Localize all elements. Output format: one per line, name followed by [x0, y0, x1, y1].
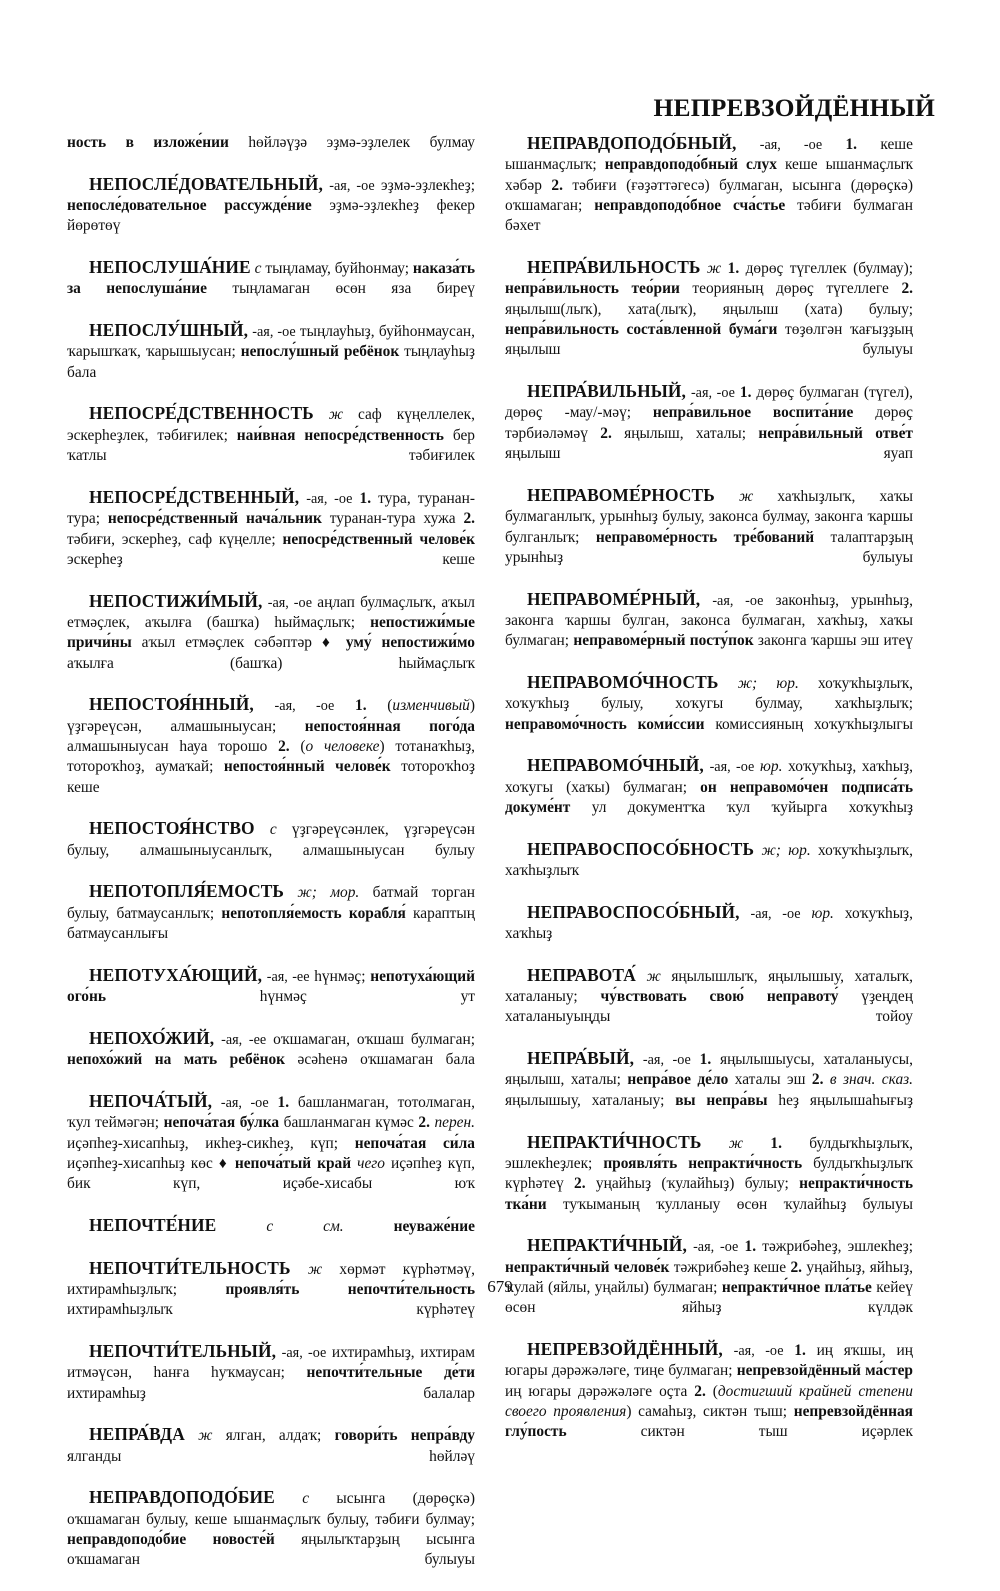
running-head: НЕПРЕВЗОЙДЁННЫЙ — [653, 93, 935, 122]
dictionary-entry: НЕПОСЛЕ́ДОВАТЕЛЬНЫЙ, -ая, -ое эҙмә-эҙлекһеҙ; непосле́довательное рассужде́ние эҙмә-эҙлекһеҙ фекер йөрөтөү — [67, 173, 475, 235]
dictionary-entry: НЕПРАВОСПОСО́БНЫЙ, -ая, -ое юр. хоҡуҡһыҙ, хаҡһыҙ — [505, 901, 913, 943]
dictionary-entry: НЕПОСТИЖИ́МЫЙ, -ая, -ое аңлап булмаҫлыҡ, аҡыл етмәҫлек, аҡылға (башҡа) һыймаҫлыҡ; непостижи́мые причи́ны аҡыл етмәҫлек сәбәптәр ♦ уму́ непостижи́мо аҡылға (башҡа) һыймаҫлыҡ — [67, 590, 475, 672]
dictionary-entry: НЕПРАВОМО́ЧНЫЙ, -ая, -ое юр. хоҡуҡһыҙ, хаҡһыҙ, хоҡугы (хаҡы) булмаган; он неправомо́чен подписа́ть докуме́нт ул документҡа ҡул ҡуйырга хоҡуҡһыҙ — [505, 755, 913, 816]
dictionary-entry: НЕПОТУХА́ЮЩИЙ, -ая, -ее һүнмәҫ; непотуха́ющий ого́нь һүнмәҫ ут — [67, 964, 475, 1006]
dictionary-entry: ность в изложе́нии һөйләүҙә эҙмә-эҙлелек булмау — [67, 134, 475, 151]
dictionary-entry: НЕПОЧА́ТЫЙ, -ая, -ое 1. башланмаган, тотолмаган, ҡул теймәгән; непоча́тая бу́лка башланмаган күмәс 2. перен. иҫәпһеҙ-хисапһыҙ, икһеҙ-сикһеҙ, күп; непоча́тая си́ла иҫәпһеҙ-хисапһыҙ көс ♦ непоча́тый край чего иҫәпһеҙ күп, бик күп, иҫәбе-хисабы юҡ — [67, 1090, 475, 1193]
dictionary-entry: НЕПРАВДОПОДО́БИЕ с ысынга (дөрөҫкә) оҡшамаган булыу, кеше ышанмаҫлыҡ булыу, тәбиғи булмау; неправдоподо́бие новосте́й яңылыҡтарҙың ысынга оҡшамаган булыуы — [67, 1487, 475, 1569]
dictionary-entry: НЕПОСЛУ́ШНЫЙ, -ая, -ое тыңлауһыҙ, буйһонмаусан, ҡарышҡаҡ, ҡарышыусан; непослу́шный ребёнок тыңлауһыҙ бала — [67, 320, 475, 381]
dictionary-entry: НЕПРА́ВЫЙ, -ая, -ое 1. яңылышыусы, хаталаныусы, яңылыш, хаталы; непра́вое де́ло хаталы эш 2. в знач. сказ. яңылышыу, хаталаныу; вы непра́вы һеҙ яңылышаһығыҙ — [505, 1048, 913, 1109]
dictionary-entry: НЕПОСТОЯ́НСТВО с үҙгәреүсәнлек, үҙгәреүсән булыу, алмашыныусанлыҡ, алмашыныусан булыу — [67, 818, 475, 859]
dictionary-entry: НЕПРА́ВДА ж ялган, алдаҡ; говори́ть непра́вду ялганды һөйләү — [67, 1424, 475, 1465]
dictionary-entry: НЕПОЧТИ́ТЕЛЬНОСТЬ ж хөрмәт күрһәтмәү, ихтирамһыҙлыҡ; проявля́ть непочти́тельность ихтирамһыҙлыҡ күрһәтеү — [67, 1257, 476, 1319]
dictionary-entry: НЕПОХО́ЖИЙ, -ая, -ее оҡшамаган, оҡшаш булмаган; непохо́жий на мать ребёнок әсәһенә оҡшамаган бала — [67, 1027, 475, 1069]
page-number: 679 — [487, 1277, 513, 1296]
dictionary-entry: НЕПОСРЕ́ДСТВЕННОСТЬ ж саф күңеллелек, эскерһеҙлек, тәбиғилек; наи́вная непосре́дственность бер ҡатлы тәбиғилек — [67, 403, 475, 465]
dictionary-entry: НЕПРАВДОПОДО́БНЫЙ, -ая, -ое 1. кеше ышанмаҫлыҡ; неправдоподо́бный слух кеше ышанмаҫлыҡ хәбәр 2. тәбиғи (ғәҙәттәгесә) булмаган, ысынга (дөрөҫкә) оҡшамаган; неправдоподо́бное сча́стье тәбиғи булмаган бәхет — [505, 133, 913, 235]
dictionary-entry: НЕПРАВОМО́ЧНОСТЬ ж; юр. хоҡуҡһыҙлыҡ, хоҡуҡһыҙ булыу, хоҡугы булмау, хаҡһыҙлыҡ; неправомо́чность коми́ссии комиссияның хоҡуҡһыҙлыгы — [505, 671, 913, 733]
dictionary-entry: НЕПОТОПЛЯ́ЕМОСТЬ ж; мор. батмай торган булыу, батмаусанлыҡ; непотопля́емость корабля́ караптың батмаусанлығы — [67, 881, 475, 943]
dictionary-entry: НЕПОСЛУША́НИЕ с тыңламау, буйһонмау; наказа́ть за непослуша́ние тыңламаган өсөн яза биреү — [67, 257, 475, 298]
dictionary-entry: НЕПРА́ВИЛЬНЫЙ, -ая, -ое 1. дөрөҫ булмаган (түгел), дөрөҫ -мау/-мәү; непра́вильное воспита́ние дөрөҫ тәрбиәләмәү 2. яңылыш, хаталы; непра́вильный отве́т яңылыш яуап — [505, 381, 913, 463]
column-left — [67, 133, 475, 1591]
dictionary-entry: НЕПРАВОТА́ ж яңылышлыҡ, яңылышыу, хаталыҡ, хаталаныу; чу́вствовать свою́ неправоту́ үҙеңдең хаталаныуыңды тойоу — [505, 964, 914, 1026]
dictionary-entry: НЕПРАВОСПОСО́БНОСТЬ ж; юр. хоҡуҡһыҙлыҡ, хаҡһыҙлыҡ — [505, 838, 913, 880]
dictionary-entry: НЕПРАКТИ́ЧНЫЙ, -ая, -ое 1. тәжрибәһеҙ, эшлекһеҙ; непракти́чный челове́к тәжрибәһеҙ кеше 2. уңайһыҙ, яйһыҙ, ҡулай (яйлы, уңайлы) булмаган; непракти́чное пла́тье кейеү өсөн яйһыҙ күлдәк — [505, 1235, 913, 1317]
dictionary-entry: НЕПОСРЕ́ДСТВЕННЫЙ, -ая, -ое 1. тура, туранан-тура; непосре́дственный нача́льник туранан-тура хужа 2. тәбиғи, эскерһеҙ, саф күңелле; непосре́дственный челове́к эскерһеҙ кеше — [67, 486, 476, 568]
dictionary-entry: НЕПОСТОЯ́ННЫЙ, -ая, -ое 1. (изменчивый) үҙгәреүсән, алмашыныусан; непостоя́нная пого́да алмашыныусан һауа торошо 2. (о человеке) тотанаҡһыҙ, тотороҡһоҙ, аумаҡай; непостоя́нный челове́к тотороҡһоҙ кеше — [67, 694, 475, 796]
dictionary-entry: НЕПРА́ВИЛЬНОСТЬ ж 1. дөрөҫ түгеллек (булмау); непра́вильность тео́рии теорияның дөрөҫ түгеллеге 2. яңылыш(лыҡ), хата(лыҡ), яңылыш (хата) булыу; непра́вильность соста́вленной бума́ги төҙөлгән ҡағыҙҙың яңылыш булыуы — [505, 257, 914, 359]
dictionary-entry: НЕПРЕВЗОЙДЁННЫЙ, -ая, -ое 1. иң яҡшы, иң югары дәрәжәләге, тиңе булмаган; непревзойдённый ма́стер иң югары дәрәжәләге оҫта 2. (достигший крайней степени своего проявления) самаһыҙ, сиктән тыш; непревзойдённая глу́пость сиктән тыш иҫәрлек — [505, 1338, 914, 1441]
dictionary-entry: НЕПРАВОМЕ́РНОСТЬ ж хаҡһыҙлыҡ, хаҡы булмаганлыҡ, урынһыҙ булыу, законса булмау, законга ҡаршы булганлыҡ; неправоме́рность тре́бований талаптарҙың урынһыҙ булыуы — [505, 484, 914, 566]
dictionary-entry: НЕПОЧТИ́ТЕЛЬНЫЙ, -ая, -ое ихтирамһыҙ, ихтирам итмәүсән, һанға һуҡмаусан; непочти́тельные де́ти ихтирамһыҙ балалар — [67, 1340, 475, 1402]
dictionary-entry: НЕПРАКТИ́ЧНОСТЬ ж 1. булдыҡһыҙлыҡ, эшлекһеҙлек; проявля́ть непракти́чность булдыҡһыҙлыҡ күрһәтеү 2. уңайһыҙ (ҡулайһыҙ) булыу; непракти́чность тка́ни туҡыманың ҡулланыу өсөн ҡулайһыҙ булыуы — [505, 1131, 914, 1213]
dictionary-entry: НЕПРАВОМЕ́РНЫЙ, -ая, -ое законһыҙ, урынһыҙ, законга ҡаршы булган, законса булмаган, хаҡһыҙ, хаҡы булмаган; неправоме́рный посту́пок законга ҡаршы эш итеү — [505, 588, 914, 650]
dictionary-entry: НЕПОЧТЕ́НИЕ с см. неуваже́ние — [89, 1214, 475, 1235]
column-right — [505, 133, 913, 1463]
